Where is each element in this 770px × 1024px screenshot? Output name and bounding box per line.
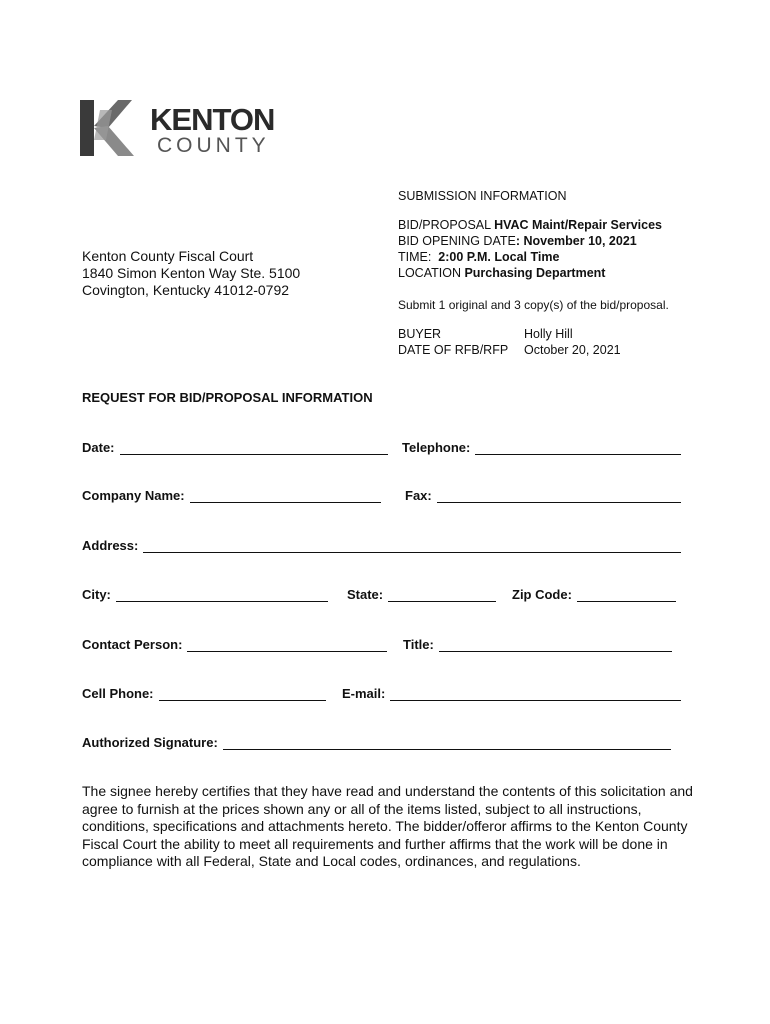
opening-date-line: [398, 234, 637, 248]
authorized-signature-field[interactable]: [82, 735, 671, 750]
company-name-field[interactable]: [82, 488, 381, 503]
email-label: E-mail:: [342, 686, 386, 701]
buyer-label: BUYER: [398, 327, 442, 341]
cell-phone-label: Cell Phone:: [82, 686, 154, 701]
bid-proposal-line: [398, 218, 662, 232]
zip-code-field[interactable]: [512, 587, 676, 602]
date-field[interactable]: [82, 440, 388, 455]
time-value: 2:00 P.M. Local Time: [438, 250, 560, 264]
fax-label: Fax:: [405, 488, 432, 503]
opening-value: : November 10, 2021: [515, 234, 637, 248]
address-line-3: Covington, Kentucky 41012-0792: [82, 282, 290, 298]
telephone-line[interactable]: [475, 442, 681, 455]
address-label: Address:: [82, 538, 139, 553]
bid-value: HVAC Maint/Repair Services: [494, 218, 662, 232]
opening-label: BID OPENING DATE: [398, 234, 516, 248]
company-name-label: Company Name:: [82, 488, 185, 503]
location-value: Purchasing Department: [464, 266, 606, 280]
kenton-k-mark-icon: [78, 96, 138, 160]
address-line[interactable]: [143, 540, 681, 553]
zip-code-line[interactable]: [577, 589, 676, 602]
city-label: City:: [82, 587, 111, 602]
email-field[interactable]: [342, 686, 681, 701]
certification-paragraph: The signee hereby certifies that they have read and understand the contents of this solicitation and agree to furnish at the prices shown any or all of the items listed, subject to all instructions, conditions, specifications and attachments hereto. The bidder/offeror affirms to the Kenton County Fiscal Court the ability to meet all requirements and further affirms that the work will be done in compliance with all Federal, State and Local codes, ordinances, and regulations.: [82, 783, 693, 869]
address-line-2: 1840 Simon Kenton Way Ste. 5100: [82, 265, 301, 281]
state-line[interactable]: [388, 589, 496, 602]
zip-code-label: Zip Code:: [512, 587, 572, 602]
contact-person-line[interactable]: [187, 639, 387, 652]
logo-kenton-text: KENTON: [150, 102, 275, 137]
cell-phone-field[interactable]: [82, 686, 326, 701]
title-line[interactable]: [439, 639, 672, 652]
company-name-line[interactable]: [190, 490, 381, 503]
contact-person-field[interactable]: [82, 637, 387, 652]
address-field[interactable]: [82, 538, 681, 553]
fax-line[interactable]: [437, 490, 681, 503]
fax-field[interactable]: [405, 488, 681, 503]
authorized-signature-label: Authorized Signature:: [82, 735, 218, 750]
submission-heading: SUBMISSION INFORMATION: [398, 189, 567, 203]
rfb-date-value: October 20, 2021: [524, 343, 621, 357]
date-label: Date:: [82, 440, 115, 455]
city-field[interactable]: [82, 587, 328, 602]
form-title: REQUEST FOR BID/PROPOSAL INFORMATION: [82, 390, 373, 405]
title-label: Title:: [403, 637, 434, 652]
address-line-1: Kenton County Fiscal Court: [82, 248, 254, 264]
cell-phone-line[interactable]: [159, 688, 326, 701]
submit-note: Submit 1 original and 3 copy(s) of the bid/proposal.: [398, 298, 669, 312]
authorized-signature-line[interactable]: [223, 737, 671, 750]
time-label: TIME:: [398, 250, 432, 264]
telephone-field[interactable]: [402, 440, 681, 455]
time-line: [398, 250, 559, 264]
rfb-date-label: DATE OF RFB/RFP: [398, 343, 509, 357]
date-line[interactable]: [120, 442, 388, 455]
telephone-label: Telephone:: [402, 440, 471, 455]
state-label: State:: [347, 587, 384, 602]
email-line[interactable]: [390, 688, 681, 701]
buyer-value: Holly Hill: [524, 327, 573, 341]
title-field[interactable]: [403, 637, 672, 652]
logo-county-text: COUNTY: [157, 134, 270, 157]
location-label: LOCATION: [398, 266, 465, 280]
location-line: [398, 266, 605, 280]
contact-person-label: Contact Person:: [82, 637, 183, 652]
bid-label: BID/PROPOSAL: [398, 218, 495, 232]
city-line[interactable]: [116, 589, 328, 602]
kenton-county-logo: [78, 96, 288, 162]
state-field[interactable]: [347, 587, 496, 602]
